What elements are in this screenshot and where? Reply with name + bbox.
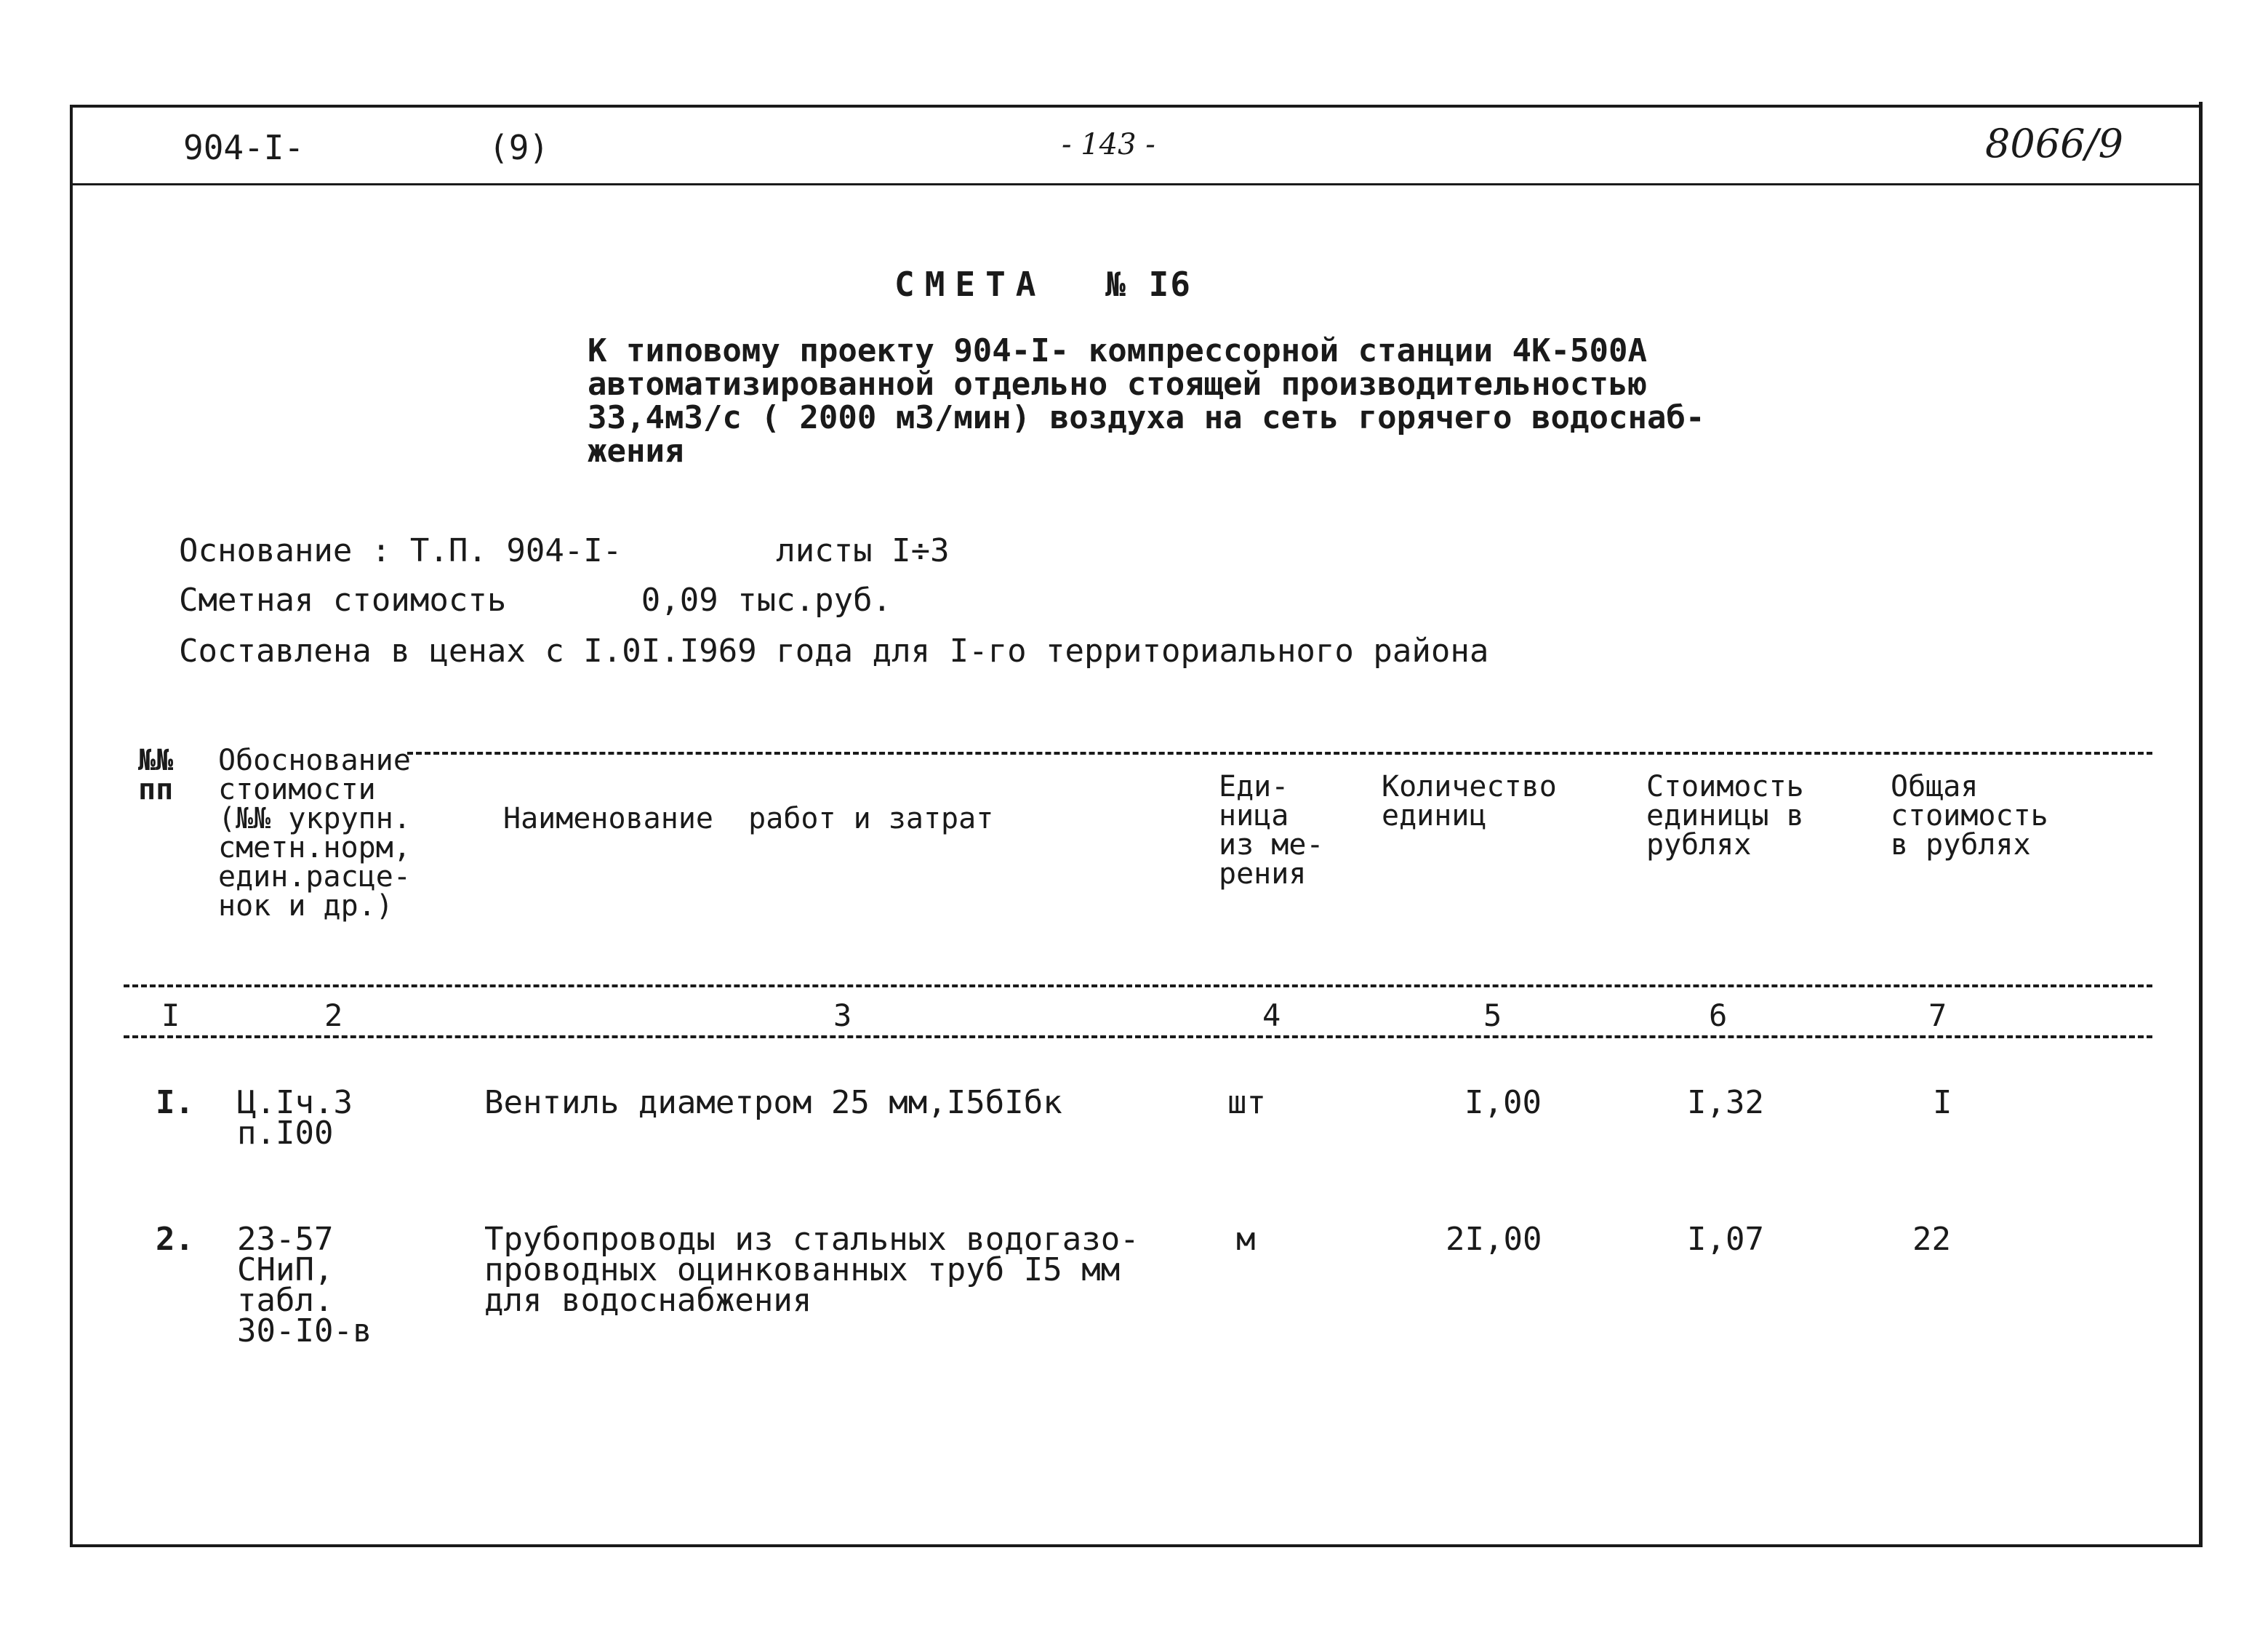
frame-top-border xyxy=(70,105,2202,108)
title-label: СМЕТА xyxy=(894,265,1046,304)
header-divider xyxy=(73,183,2199,185)
column-number-3: 3 xyxy=(833,998,852,1033)
column-number-6: 6 xyxy=(1709,998,1728,1033)
table-top-rule xyxy=(407,752,2152,755)
description-line-2: автоматизированной отдельно стоящей производительностью xyxy=(588,366,1647,403)
doc-code: 904-I- xyxy=(183,128,305,167)
archive-code: 8066/9 xyxy=(1985,121,2123,166)
frame-left-border xyxy=(70,106,73,1546)
column-number-7: 7 xyxy=(1928,998,1947,1033)
basis-line: Основание : Т.П. 904-I- листы I÷3 xyxy=(179,532,950,569)
column-numbers-top-rule xyxy=(124,984,2152,987)
row-unit: шт xyxy=(1227,1084,1266,1121)
description-line-4: жения xyxy=(588,433,684,470)
row-number: 2. xyxy=(156,1221,194,1258)
column-number-2: 2 xyxy=(324,998,343,1033)
estimated-cost-line: Сметная стоимость 0,09 тыс.руб. xyxy=(179,582,892,619)
row-unit-cost: I,32 xyxy=(1687,1084,1764,1121)
page-number: - 143 - xyxy=(1062,128,1155,161)
row-quantity: I,00 xyxy=(1464,1084,1542,1121)
col-header-total: Общая стоимость в рублях xyxy=(1891,770,2048,862)
row-basis: 23-57 СНиП, табл. 30-I0-в xyxy=(237,1221,372,1349)
row-quantity: 2I,00 xyxy=(1446,1221,1542,1258)
row-name: Вентиль диаметром 25 мм,I5бIбк xyxy=(484,1084,1062,1121)
column-number-1: I xyxy=(161,998,180,1033)
row-unit-cost: I,07 xyxy=(1687,1221,1764,1258)
row-total: I xyxy=(1933,1084,1952,1121)
title-number: № I6 xyxy=(1105,265,1192,304)
description-line-3: 33,4м3/с ( 2000 м3/мин) воздуха на сеть горячего водоснаб- xyxy=(588,399,1705,436)
col-header-num: №№ пп xyxy=(138,744,174,806)
description-line-1: К типовому проекту 904-I- компрессорной станции 4К-500А xyxy=(588,332,1647,369)
price-basis-line: Составлена в ценах с I.0I.I969 года для I-го территориального района xyxy=(179,633,1489,670)
col-header-name: Наименование работ и затрат xyxy=(503,802,994,835)
row-unit: м xyxy=(1236,1221,1256,1258)
volume-number: (9) xyxy=(489,128,550,167)
col-header-unit: Еди- ница из ме- рения xyxy=(1219,770,1324,891)
row-name: Трубопроводы из стальных водогазо- проводных оцинкованных труб I5 мм для водоснабжения xyxy=(484,1221,1139,1319)
row-total: 22 xyxy=(1912,1221,1951,1258)
col-header-qty: Количество единиц xyxy=(1382,770,1557,832)
row-number: I. xyxy=(156,1084,194,1121)
column-number-5: 5 xyxy=(1483,998,1502,1033)
frame-right-border xyxy=(2199,102,2203,1547)
column-numbers-bottom-rule xyxy=(124,1035,2152,1038)
frame-bottom-border xyxy=(70,1544,2202,1547)
col-header-unit-cost: Стоимость единицы в рублях xyxy=(1646,770,1804,862)
document-title xyxy=(894,265,1192,304)
column-number-4: 4 xyxy=(1262,998,1281,1033)
row-basis: Ц.Iч.3 п.I00 xyxy=(237,1084,353,1152)
col-header-basis: Обоснование стоимости (№№ укрупн. сметн.норм, един.расце- нок и др.) xyxy=(218,744,411,923)
